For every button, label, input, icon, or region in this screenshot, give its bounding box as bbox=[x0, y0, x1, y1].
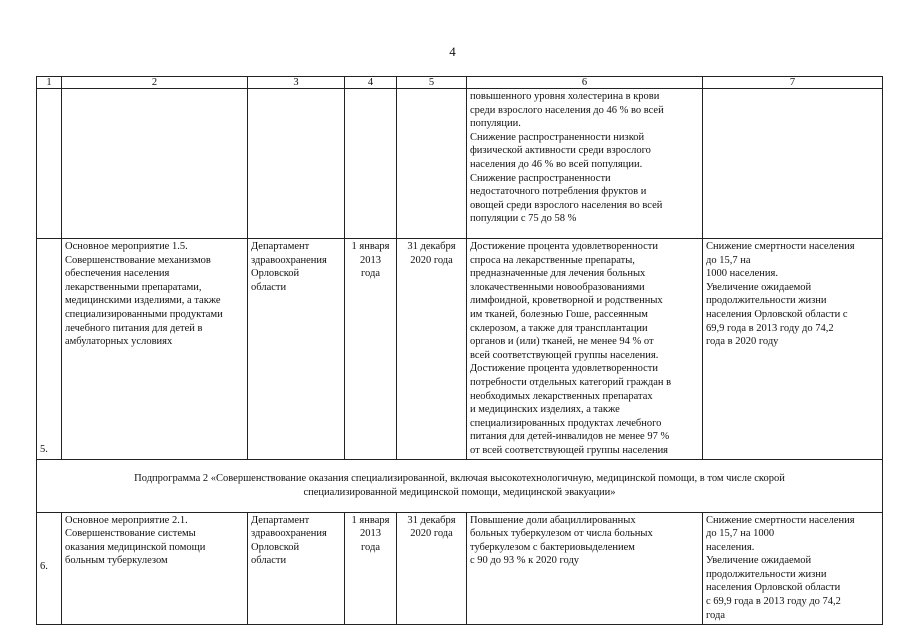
table-row-continuation bbox=[37, 89, 883, 239]
text-line: Департамент bbox=[251, 241, 310, 252]
text-line: специализированными продуктами bbox=[65, 308, 223, 320]
text-line: среди взрослого населения до 46 % во всей bbox=[470, 104, 664, 116]
subprogram-row bbox=[37, 459, 883, 512]
text-line: 31 декабря bbox=[407, 241, 456, 252]
text-line: населения Орловской области с bbox=[706, 308, 848, 320]
table-row bbox=[37, 239, 883, 460]
column-number-row bbox=[37, 77, 883, 89]
executor-cell bbox=[248, 512, 345, 624]
text-line: Подпрограмма 2 «Совершенствование оказания специализированной, включая высокотехнологичную, медицинской помощи, в том числе скорой bbox=[134, 472, 785, 484]
text-line: Увеличение ожидаемой bbox=[706, 281, 812, 293]
text-line: склерозом, а также для трансплантации bbox=[470, 322, 648, 334]
text-line: с 90 до 93 % к 2020 году bbox=[470, 555, 580, 567]
text-line: от всей соответствующей группы населения bbox=[470, 444, 669, 456]
text-line: популяции. bbox=[470, 118, 521, 130]
event-cell bbox=[62, 89, 248, 239]
program-table bbox=[36, 76, 883, 625]
column-header: 1 bbox=[37, 77, 62, 89]
text-line: овощей среди взрослого населения во всей bbox=[470, 199, 663, 211]
text-line: медицинскими изделиями, а также bbox=[65, 295, 221, 307]
text-line: недостаточного потребления фруктов и bbox=[470, 186, 647, 198]
text-line: предназначенные для лечения больных bbox=[470, 268, 646, 280]
text-line: продолжительности жизни bbox=[706, 295, 827, 307]
text-line: Совершенствование системы bbox=[65, 528, 196, 540]
text-line: Основное мероприятие 1.5. bbox=[65, 241, 188, 252]
text-line: года bbox=[706, 609, 725, 621]
text-line: спроса на лекарственные препараты, bbox=[470, 254, 635, 266]
text-line: популяции с 75 до 58 % bbox=[470, 213, 577, 225]
text-line: Орловской bbox=[251, 541, 300, 553]
column-header: 4 bbox=[345, 77, 397, 89]
text-line: Совершенствование механизмов bbox=[65, 254, 211, 266]
text-line: больных туберкулезом от числа больных bbox=[470, 528, 653, 540]
text-line: амбулаторных условиях bbox=[65, 336, 173, 348]
text-line: здравоохранения bbox=[251, 528, 327, 540]
text-line: 1000 населения. bbox=[706, 268, 778, 280]
text-line: с 69,9 года в 2013 году до 74,2 bbox=[706, 596, 841, 608]
end-date-cell bbox=[397, 239, 467, 460]
text-line: Снижение распространенности низкой bbox=[470, 131, 645, 143]
column-header: 7 bbox=[703, 77, 883, 89]
end-date-cell bbox=[397, 89, 467, 239]
page-number: 4 bbox=[449, 44, 456, 59]
text-line: 31 декабря bbox=[407, 514, 456, 526]
text-line: Департамент bbox=[251, 514, 310, 526]
text-line: Повышение доли абациллированных bbox=[470, 514, 636, 526]
text-line: населения Орловской области bbox=[706, 582, 841, 594]
event-cell bbox=[62, 512, 248, 624]
text-line: злокачественными новообразованиями bbox=[470, 281, 645, 293]
start-date-cell bbox=[345, 89, 397, 239]
expected-result-cell bbox=[467, 239, 703, 460]
text-line: Орловской bbox=[251, 268, 300, 280]
text-line: продолжительности жизни bbox=[706, 568, 827, 580]
expected-result-cell bbox=[467, 512, 703, 624]
text-line: года bbox=[361, 268, 380, 280]
text-line: лимфоидной, кроветворной и родственных bbox=[470, 295, 663, 307]
text-line: повышенного уровня холестерина в крови bbox=[470, 91, 660, 102]
text-line: 2013 bbox=[360, 254, 381, 266]
subprogram-title bbox=[37, 459, 883, 512]
start-date-cell bbox=[345, 512, 397, 624]
text-line: до 15,7 на 1000 bbox=[706, 528, 775, 540]
text-line: им тканей, болезнью Гоше, рассеянным bbox=[470, 308, 648, 320]
text-line: Достижение процента удовлетворенности bbox=[470, 241, 659, 252]
text-line: потребности отдельных категорий граждан в bbox=[470, 376, 672, 388]
text-line: 1 января bbox=[351, 241, 390, 252]
text-line: 2013 bbox=[360, 528, 381, 540]
text-line: 2020 года bbox=[410, 254, 453, 266]
executor-cell bbox=[248, 89, 345, 239]
row-number-cell: 6. bbox=[37, 512, 62, 624]
text-line: лечебного питания для детей в bbox=[65, 322, 203, 334]
text-line: всей соответствующей группы населения. bbox=[470, 349, 659, 361]
table-row bbox=[37, 512, 883, 624]
text-line: и медицинских изделиях, а также bbox=[470, 404, 620, 416]
column-header: 6 bbox=[467, 77, 703, 89]
text-line: населения до 46 % во всей популяции. bbox=[470, 158, 643, 170]
text-line: области bbox=[251, 281, 287, 293]
text-line: 2020 года bbox=[410, 528, 453, 540]
row-number-cell bbox=[37, 89, 62, 239]
expected-result-cell bbox=[467, 89, 703, 239]
start-date-cell bbox=[345, 239, 397, 460]
text-line: необходимых лекарственных препаратах bbox=[470, 390, 653, 402]
text-line: оказания медицинской помощи bbox=[65, 541, 206, 553]
text-line: физической активности среди взрослого bbox=[470, 145, 651, 157]
text-line: Снижение распространенности bbox=[470, 172, 611, 184]
text-line: Достижение процента удовлетворенности bbox=[470, 363, 659, 375]
text-line: здравоохранения bbox=[251, 254, 327, 266]
event-cell bbox=[62, 239, 248, 460]
indicator-link-cell bbox=[703, 239, 883, 460]
row-number-cell: 5. bbox=[37, 239, 62, 460]
text-line: обеспечения населения bbox=[65, 268, 170, 280]
text-line: больным туберкулезом bbox=[65, 555, 168, 567]
text-line: питания для детей-инвалидов не менее 97 % bbox=[470, 431, 670, 443]
text-line: населения. bbox=[706, 541, 755, 553]
end-date-cell bbox=[397, 512, 467, 624]
text-line: Основное мероприятие 2.1. bbox=[65, 514, 188, 526]
indicator-link-cell bbox=[703, 512, 883, 624]
text-line: области bbox=[251, 555, 287, 567]
text-line: органов и (или) тканей, не менее 94 % от bbox=[470, 336, 654, 348]
text-line: специализированных продуктах лечебного bbox=[470, 417, 662, 429]
text-line: года bbox=[361, 541, 380, 553]
executor-cell bbox=[248, 239, 345, 460]
column-header: 3 bbox=[248, 77, 345, 89]
column-header: 2 bbox=[62, 77, 248, 89]
text-line: 1 января bbox=[351, 514, 390, 526]
text-line: года в 2020 году bbox=[706, 336, 779, 348]
text-line: Снижение смертности населения bbox=[706, 241, 855, 252]
text-line: туберкулезом с бактериовыделением bbox=[470, 541, 635, 553]
indicator-link-cell bbox=[703, 89, 883, 239]
text-line: до 15,7 на bbox=[706, 254, 751, 266]
text-line: лекарственными препаратами, bbox=[65, 281, 202, 293]
text-line: специализированной медицинской помощи, медицинской эвакуации» bbox=[303, 486, 616, 498]
text-line: Увеличение ожидаемой bbox=[706, 555, 812, 567]
text-line: 69,9 года в 2013 году до 74,2 bbox=[706, 322, 834, 334]
column-header: 5 bbox=[397, 77, 467, 89]
text-line: Снижение смертности населения bbox=[706, 514, 855, 526]
